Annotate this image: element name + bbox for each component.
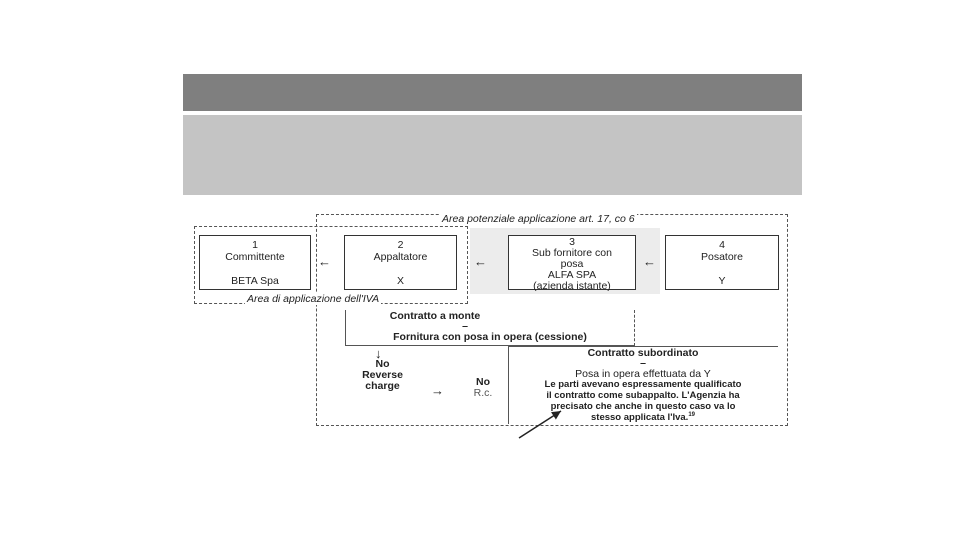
box-note: (azienda istante) bbox=[533, 280, 611, 292]
contratto-sub-line2: Le parti avevano espressamente qualificato bbox=[544, 379, 742, 390]
area-potenziale-label: Area potenziale applicazione art. 17, co 6 bbox=[442, 213, 635, 225]
arrow-right-icon: → bbox=[431, 383, 444, 398]
box-number: 4 bbox=[719, 239, 725, 251]
contratto-monte-dash: – bbox=[462, 320, 468, 332]
box-number: 2 bbox=[397, 239, 404, 251]
contratto-sub-line1: Posa in opera effettuata da Y bbox=[575, 368, 711, 380]
arrow-left-icon: ← bbox=[318, 254, 331, 269]
box-name: X bbox=[396, 275, 404, 287]
no-reverse-line1: No bbox=[375, 358, 390, 370]
box-number: 1 bbox=[252, 239, 258, 251]
box-name: BETA Spa bbox=[231, 275, 279, 287]
arrow-down-icon: ↓ bbox=[375, 346, 382, 361]
contratto-sub-line4: precisato che anche in questo caso va lo bbox=[550, 401, 736, 412]
no-rc-line2: R.c. bbox=[473, 387, 493, 399]
contratto-monte-title: Contratto a monte bbox=[389, 310, 481, 322]
arrow-left-icon: ← bbox=[474, 254, 487, 269]
box-name: ALFA SPA bbox=[547, 269, 597, 281]
no-rc-line1: No bbox=[476, 376, 490, 388]
box-title: Committente bbox=[225, 251, 285, 263]
footnote-ref: 19 bbox=[688, 412, 695, 418]
contratto-sub-line5-text: stesso applicata l'Iva. bbox=[591, 412, 689, 424]
box-number: 3 bbox=[569, 236, 575, 248]
contratto-sub-dash: – bbox=[640, 357, 646, 369]
contratto-sub-title: Contratto subordinato bbox=[587, 347, 699, 359]
box-title: Posatore bbox=[700, 251, 744, 263]
contratto-monte-desc: Fornitura con posa in opera (cessione) bbox=[393, 331, 587, 343]
contratto-sub-line3: il contratto come subappalto. L'Agenzia ha bbox=[546, 390, 740, 401]
box-name: Y bbox=[718, 275, 726, 287]
box-title-2: posa bbox=[560, 258, 584, 270]
no-reverse-line3: charge bbox=[365, 380, 400, 392]
box-title: Sub fornitore con bbox=[532, 247, 612, 259]
arrow-left-icon: ← bbox=[643, 254, 656, 269]
area-iva-label: Area di applicazione dell'IVA bbox=[247, 293, 380, 305]
no-reverse-line2: Reverse bbox=[362, 369, 403, 381]
box-title: Appaltatore bbox=[373, 251, 428, 263]
